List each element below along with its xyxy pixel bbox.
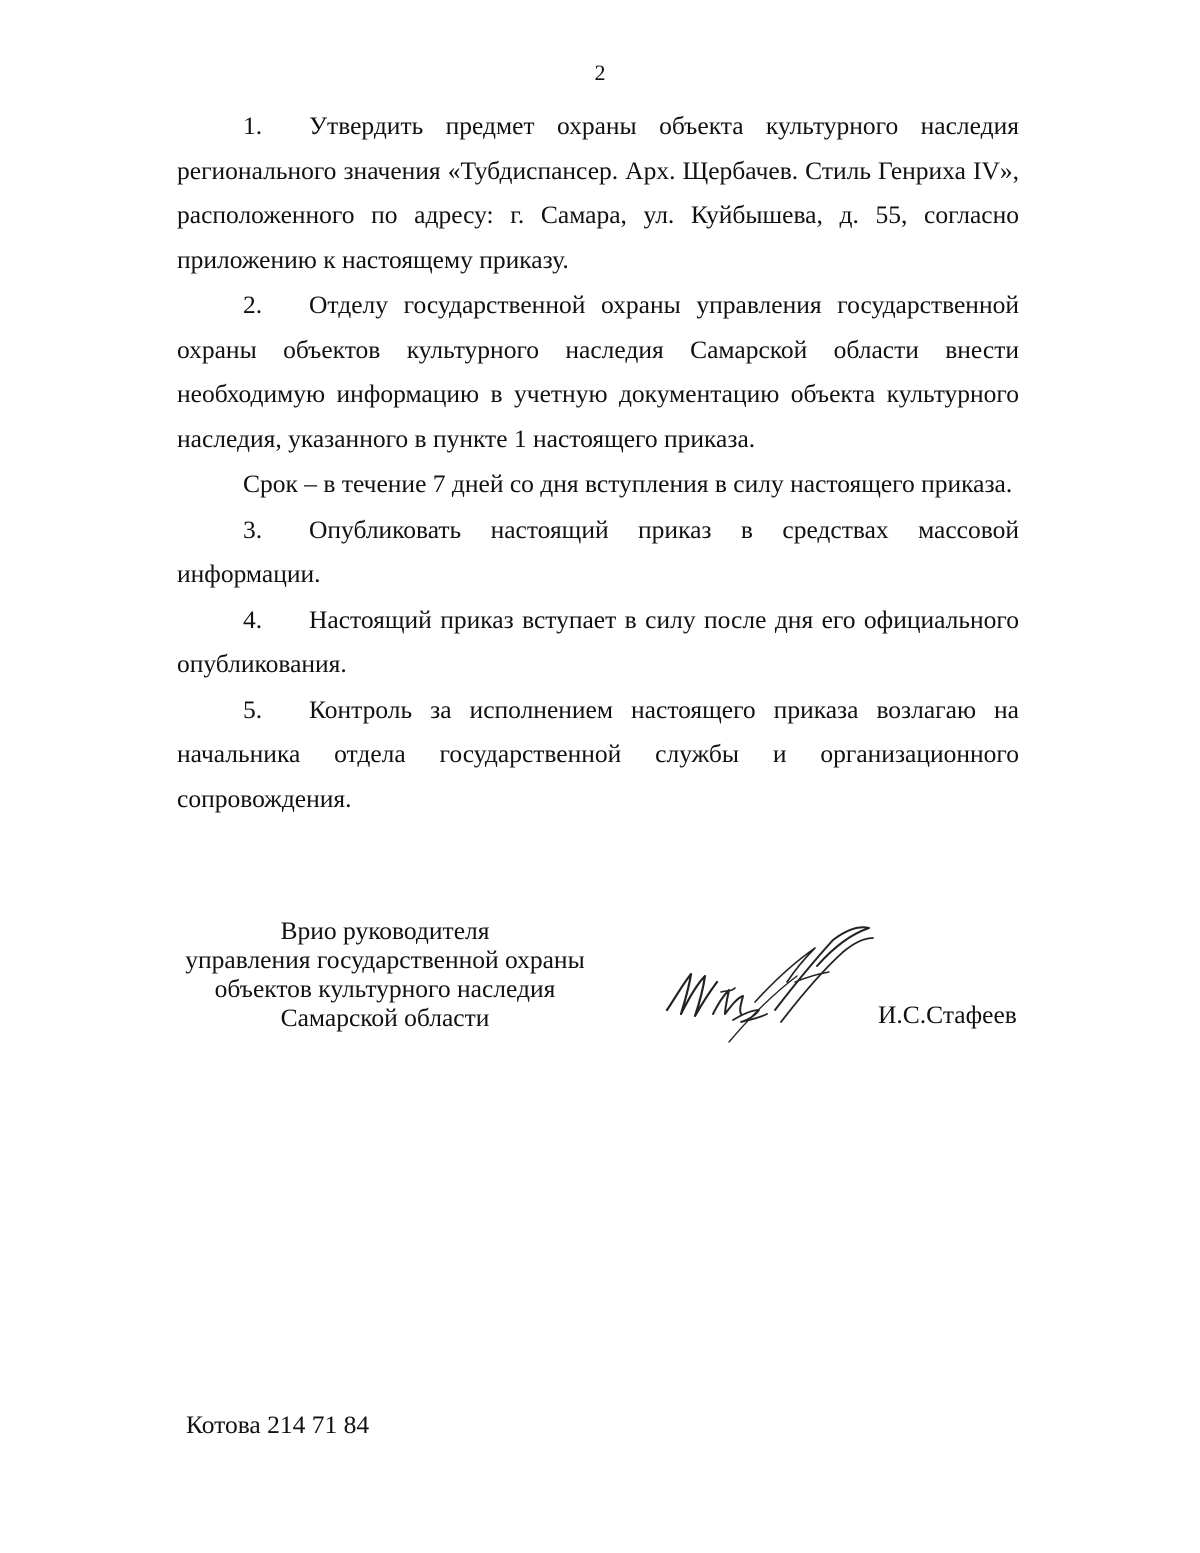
handwritten-signature	[655, 918, 885, 1048]
item-4-number: 4.	[243, 604, 263, 634]
position-line-3: объектов культурного наследия	[214, 974, 556, 1003]
item-5-text: Контроль за исполнением настоящего приказа возлагаю на начальника отдела государственной службы и организационного сопровождения.	[177, 694, 1019, 813]
position-line-2: управления государственной охраны	[185, 945, 585, 974]
signer-name: И.С.Стафеев	[878, 1000, 1017, 1029]
signatory-position	[177, 916, 593, 1032]
item-2-number: 2.	[243, 290, 263, 319]
deadline-note: Срок – в течение 7 дней со дня вступления в силу настоящего приказа.	[243, 469, 1013, 498]
item-2-text: Отделу государственной охраны управления государственной охраны объектов культурного наследия Самарской области внести необходимую информацию в учетную документацию объекта культурного наследия, указанного в пункте 1 настоящего приказа.	[177, 290, 1019, 453]
item-4-text: Настоящий приказ вступает в силу после дня его официального опубликования.	[177, 604, 1019, 678]
position-line-1: Врио руководителя	[280, 916, 490, 945]
item-3	[177, 508, 1019, 597]
item-1-text: Утвердить предмет охраны объекта культурного наследия регионального значения «Тубдиспансер. Арх. Щербачев. Стиль Генриха IV», расположенного по адресу: г. Самара, ул. Куйбышева, д. 55, согласно приложению к настоящему приказу.	[177, 111, 1019, 274]
item-1	[177, 104, 1019, 282]
item-5	[177, 688, 1019, 822]
item-4	[177, 598, 1019, 687]
page-number: 2	[594, 60, 606, 85]
item-3-number: 3.	[243, 514, 263, 544]
position-line-4: Самарской области	[280, 1003, 490, 1032]
item-3-text: Опубликовать настоящий приказ в средствах массовой информации.	[177, 514, 1019, 588]
item-2	[177, 283, 1019, 461]
document-body	[177, 104, 1019, 821]
item-5-number: 5.	[243, 694, 263, 724]
item-1-number: 1.	[243, 111, 263, 140]
executor-contact: Котова 214 71 84	[186, 1410, 370, 1439]
